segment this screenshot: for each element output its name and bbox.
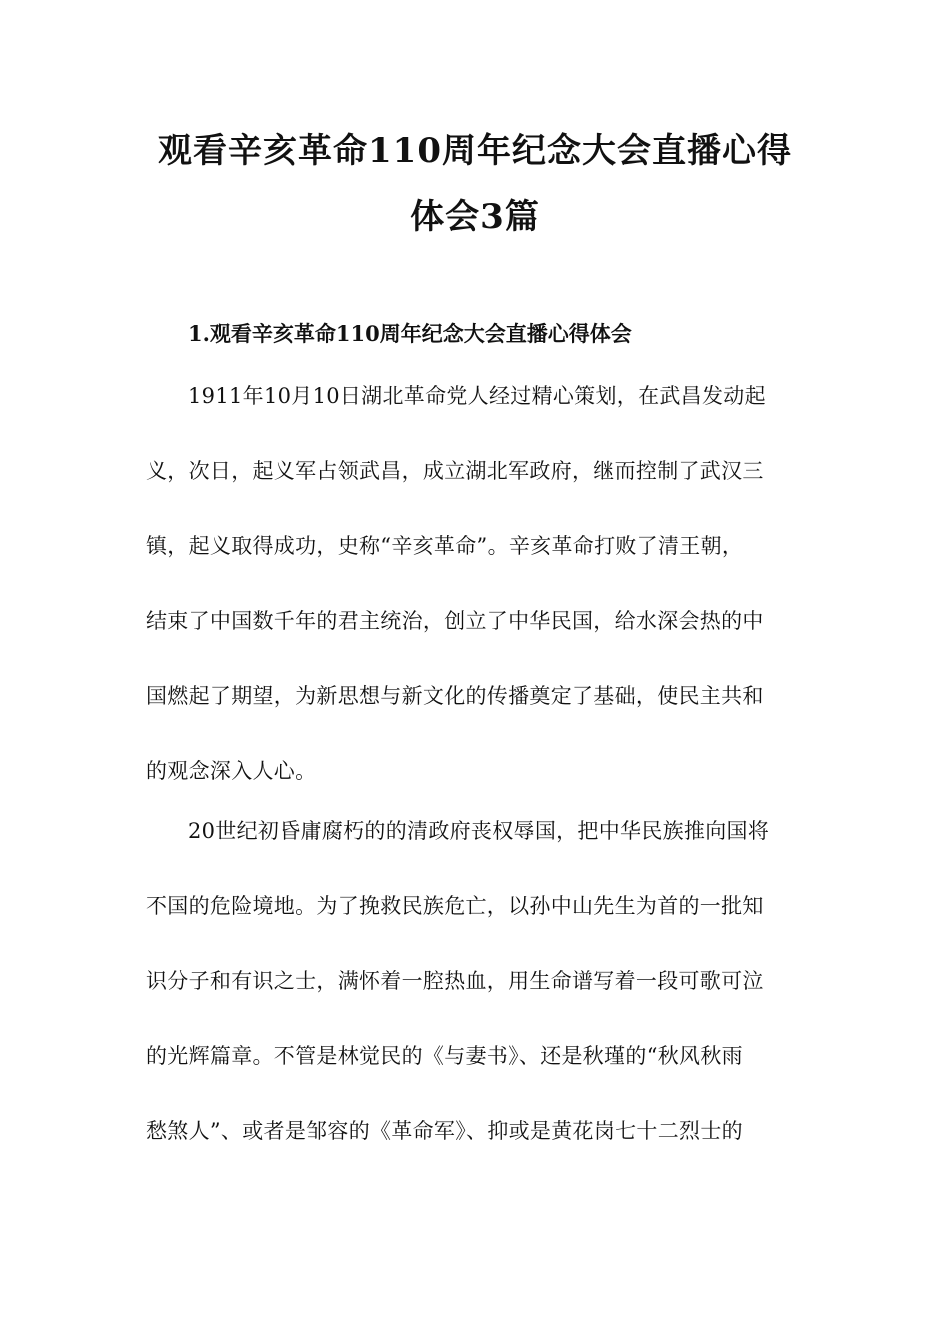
- paragraph-2-line-2: 不国的危险境地。为了挽救民族危亡，以孙中山先生为首的一批知: [146, 894, 764, 918]
- section-heading: 1.观看辛亥革命110周年纪念大会直播心得体会: [188, 321, 632, 346]
- paragraph-1-line-4: 结束了中国数千年的君主统治，创立了中华民国，给水深会热的中: [146, 609, 764, 633]
- paragraph-2-line-4: 的光辉篇章。不管是林觉民的《与妻书》、还是秋瑾的“秋风秋雨: [146, 1044, 743, 1068]
- paragraph-1-line-6: 的观念深入人心。: [146, 759, 317, 783]
- paragraph-1-line-1: 1911年10月10日湖北革命党人经过精心策划，在武昌发动起: [188, 384, 766, 408]
- title-line-2: 体会3篇: [410, 197, 540, 237]
- paragraph-2-line-5: 愁煞人”、或者是邹容的《革命军》、抑或是黄花岗七十二烈士的: [146, 1119, 743, 1143]
- document-title: [120, 118, 830, 250]
- paragraph-1-line-5: 国燃起了期望，为新思想与新文化的传播奠定了基础，使民主共和: [146, 684, 764, 708]
- paragraph-1-line-3: 镇，起义取得成功，史称“辛亥革命”。辛亥革命打败了清王朝，: [146, 534, 744, 558]
- title-line-1: 观看辛亥革命110周年纪念大会直播心得: [158, 131, 792, 171]
- paragraph-2-line-3: 识分子和有识之士，满怀着一腔热血，用生命谱写着一段可歌可泣: [146, 969, 764, 993]
- paragraph-2-line-1: 20世纪初昏庸腐朽的的清政府丧权辱国，把中华民族推向国将: [188, 819, 770, 843]
- paragraph-1-line-2: 义，次日，起义军占领武昌，成立湖北军政府，继而控制了武汉三: [146, 459, 764, 483]
